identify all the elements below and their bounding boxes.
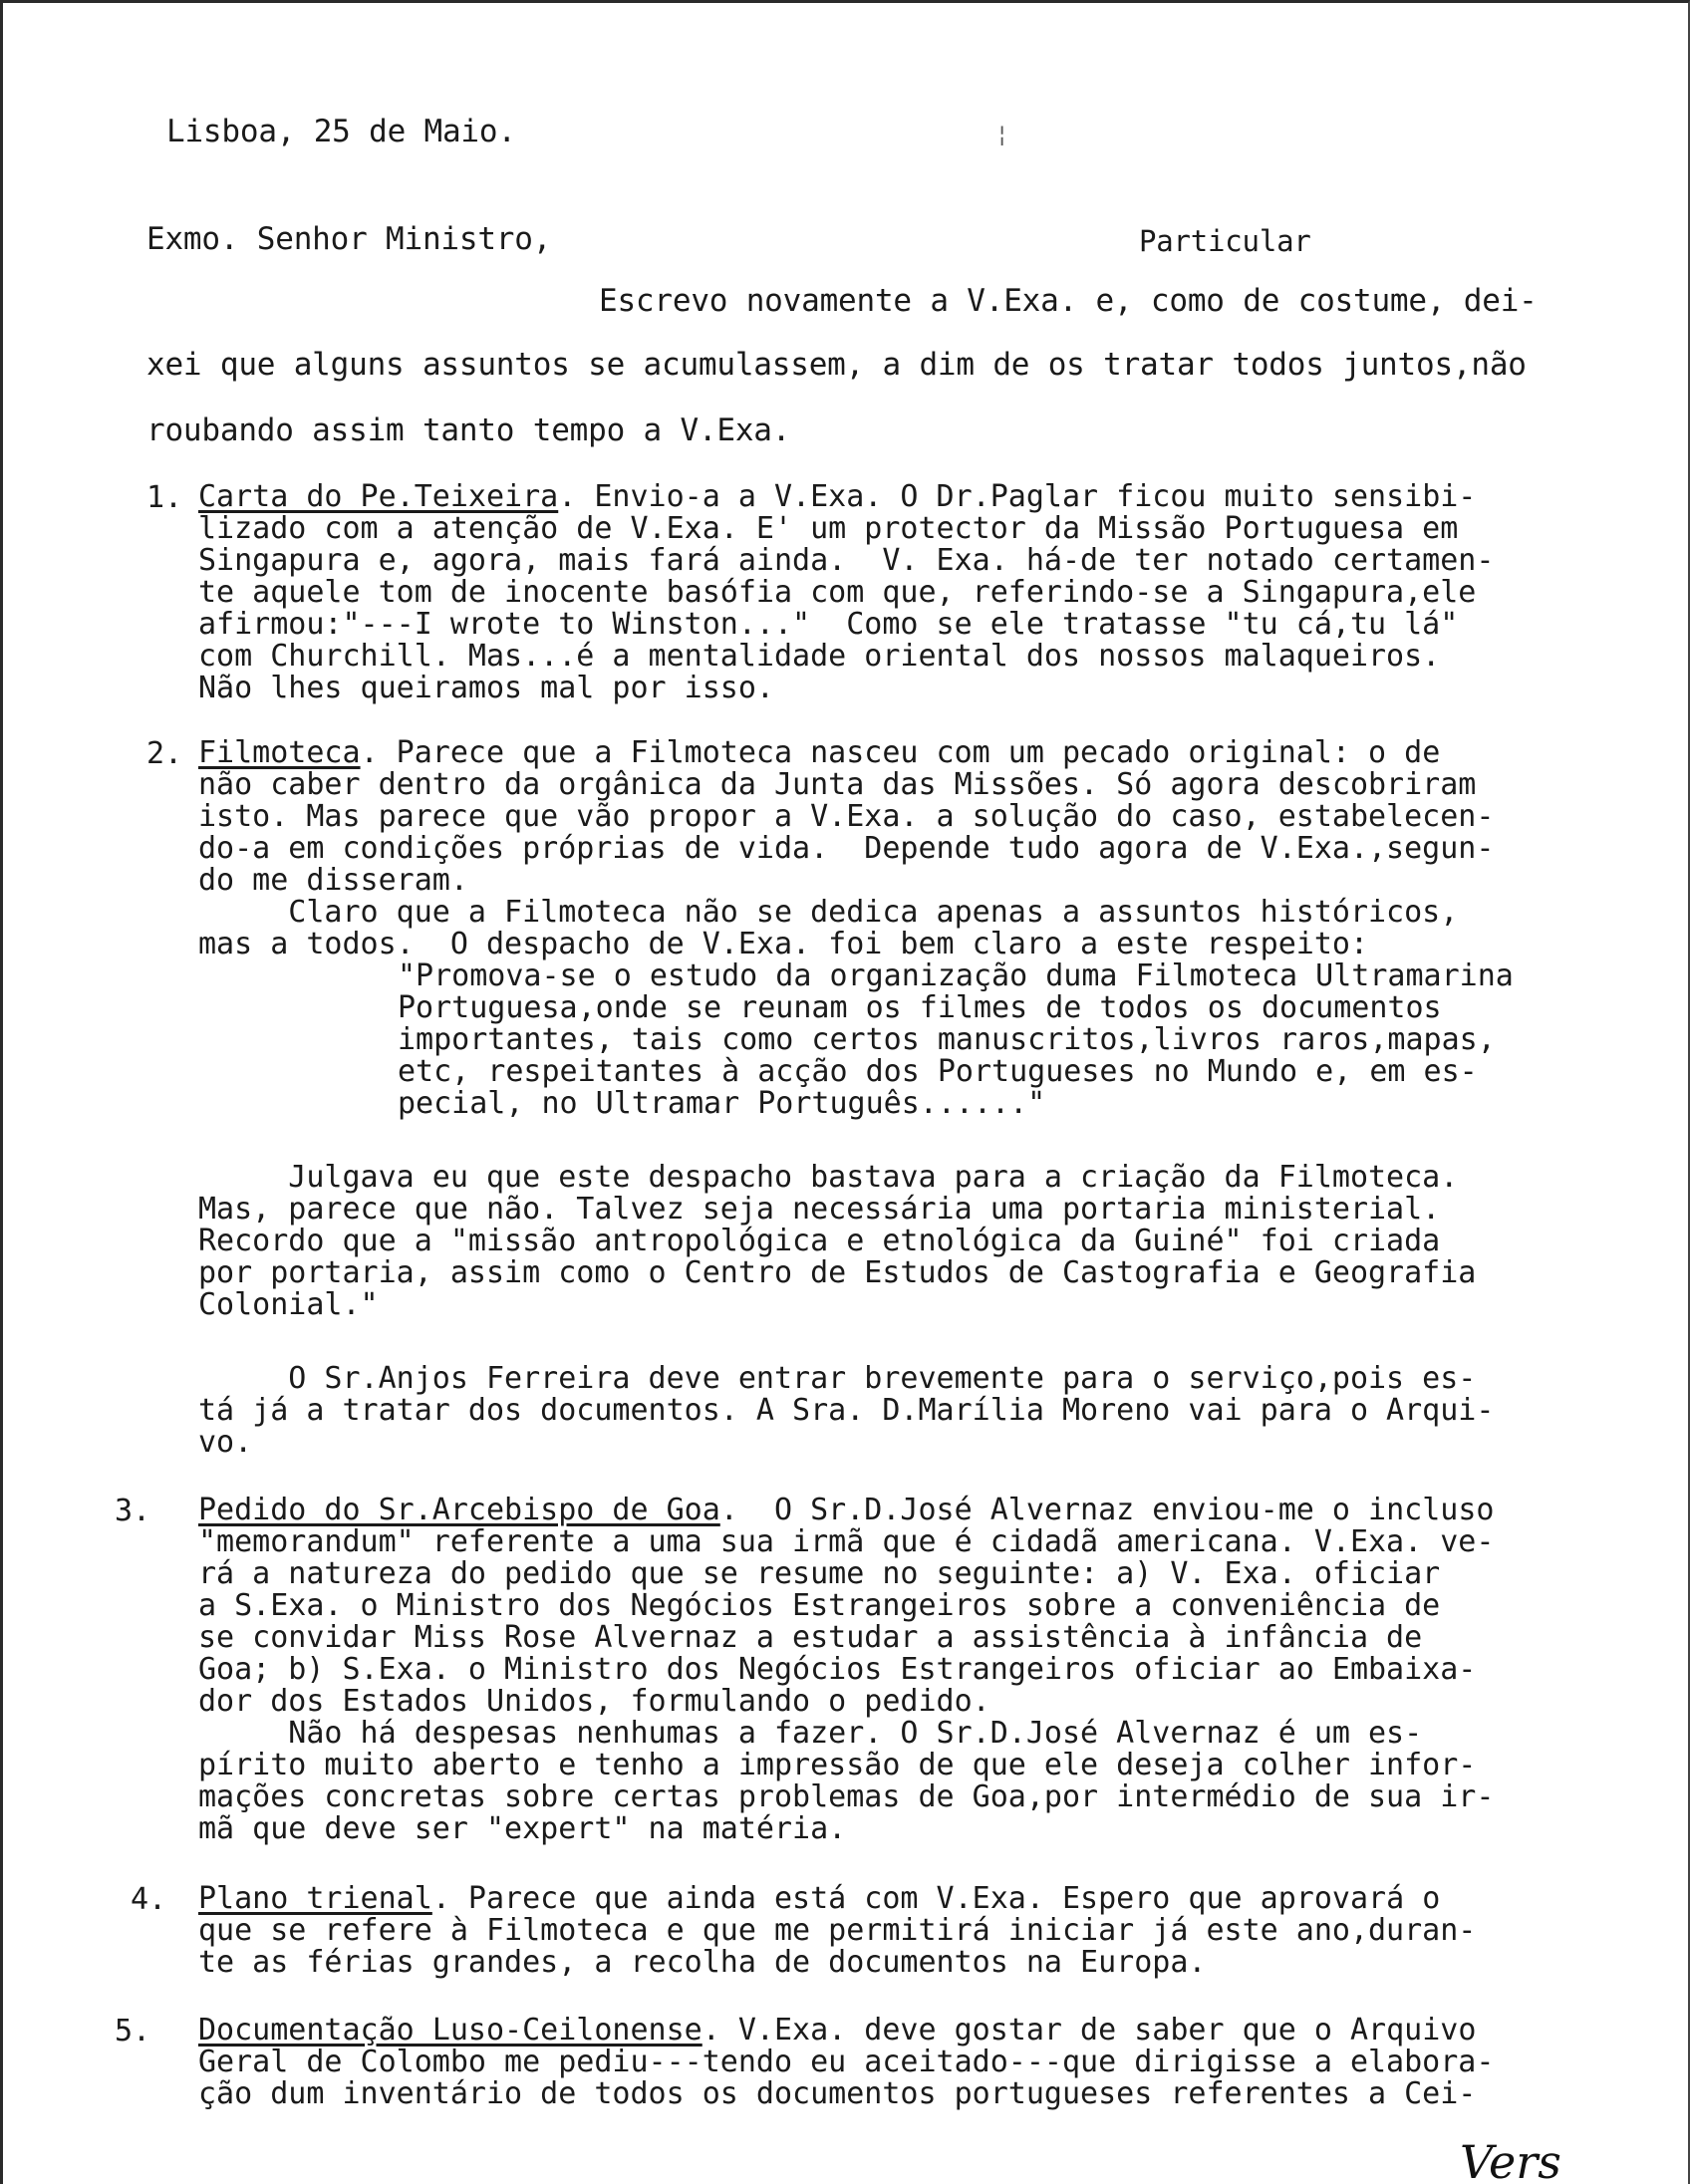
item-1-line: com Churchill. Mas...é a mentalidade oriental dos nossos malaqueiros.: [198, 639, 1441, 674]
item-2-heading: Filmoteca: [198, 735, 361, 770]
item-5-first-line: Documentação Luso-Ceilonense. V.Exa. deve gostar de saber que o Arquivo: [198, 2013, 1477, 2048]
letter-marking: Particular: [1139, 224, 1311, 258]
item-3-para2-line: mações concretas sobre certas problemas de Goa,por intermédio de sua ir-: [198, 1779, 1495, 1814]
item-5-line: Geral de Colombo me pediu---tendo eu aceitado---que dirigisse a elabora-: [198, 2045, 1495, 2079]
handwritten-signature: Vers: [1460, 2135, 1561, 2184]
item-4-first-line: Plano trienal. Parece que ainda está com V.Exa. Espero que aprovará o: [198, 1881, 1441, 1916]
item-3-heading: Pedido do Sr.Arcebispo de Goa: [198, 1493, 720, 1527]
item-1-heading: Carta do Pe.Teixeira: [198, 479, 559, 514]
item-4-heading: Plano trienal: [198, 1881, 432, 1916]
item-3-line: Goa; b) S.Exa. o Ministro dos Negócios Estrangeiros oficiar ao Embaixa-: [198, 1652, 1477, 1687]
item-2-para2-line: mas a todos. O despacho de V.Exa. foi bem claro a este respeito:: [198, 927, 1368, 961]
item-2-first-line: Filmoteca. Parece que a Filmoteca nasceu com um pecado original: o de: [198, 735, 1441, 770]
item-1-line: lizado com a atenção de V.Exa. E' um protector da Missão Portuguesa em: [198, 511, 1459, 546]
item-2-quote-line: "Promova-se o estudo da organização duma Filmoteca Ultramarina: [398, 958, 1514, 993]
item-3-line: se convidar Miss Rose Alvernaz a estudar a assistência à infância de: [198, 1620, 1423, 1655]
item-4-line: te as férias grandes, a recolha de documentos na Europa.: [198, 1945, 1207, 1980]
item-2-para4-line: tá já a tratar dos documentos. A Sra. D.Marília Moreno vai para o Arqui-: [198, 1393, 1495, 1428]
item-1-line: te aquele tom de inocente basófia com que, referindo-se a Singapura,ele: [198, 575, 1477, 610]
item-3-para2-line: Não há despesas nenhumas a fazer. O Sr.D.José Alvernaz é um es-: [198, 1716, 1423, 1751]
item-5-number: 5.: [115, 2014, 151, 2048]
item-2-line: do-a em condições próprias de vida. Depende tudo agora de V.Exa.,segun-: [198, 831, 1495, 866]
item-3-para2-line: pírito muito aberto e tenho a impressão de que ele deseja colher infor-: [198, 1748, 1477, 1782]
item-3-line: dor dos Estados Unidos, formulando o pedido.: [198, 1684, 990, 1719]
item-3-number: 3.: [115, 1494, 151, 1528]
item-3-para2-line: mã que deve ser "expert" na matéria.: [198, 1811, 847, 1846]
item-3-first-line: Pedido do Sr.Arcebispo de Goa. O Sr.D.José Alvernaz enviou-me o incluso: [198, 1493, 1495, 1527]
item-2-para2-line: Claro que a Filmoteca não se dedica apenas a assuntos históricos,: [198, 895, 1459, 930]
item-2-line: não caber dentro da orgânica da Junta das Missões. Só agora descobriram: [198, 767, 1477, 802]
item-3-line: a S.Exa. o Ministro dos Negócios Estrangeiros sobre a conveniência de: [198, 1588, 1441, 1623]
intro-line-2: xei que alguns assuntos se acumulassem, a dim de os tratar todos juntos,não: [146, 347, 1527, 383]
item-2-line: isto. Mas parece que vão propor a V.Exa. a solução do caso, estabelecen-: [198, 799, 1495, 834]
item-2-para4-line: vo.: [198, 1425, 253, 1460]
item-3-line: "memorandum" referente a uma sua irmã que é cidadã americana. V.Exa. ve-: [198, 1524, 1495, 1559]
item-2-quote-line: pecial, no Ultramar Português......": [398, 1086, 1046, 1121]
item-2-para3-line: Julgava eu que este despacho bastava para a criação da Filmoteca.: [198, 1160, 1459, 1195]
item-5-line: ção dum inventário de todos os documentos portugueses referentes a Cei-: [198, 2076, 1477, 2111]
item-1-line: Não lhes queiramos mal por isso.: [198, 671, 774, 705]
stray-mark: ¦: [995, 123, 1009, 147]
item-1-number: 1.: [146, 480, 183, 515]
item-4-number: 4.: [131, 1882, 167, 1917]
item-2-number: 2.: [146, 736, 183, 771]
item-2-para4-line: O Sr.Anjos Ferreira deve entrar brevemente para o serviço,pois es-: [198, 1361, 1477, 1396]
item-4-line: que se refere à Filmoteca e que me permitirá iniciar já este ano,duran-: [198, 1913, 1477, 1948]
intro-line-3: roubando assim tanto tempo a V.Exa.: [146, 412, 791, 448]
letter-date: Lisboa, 25 de Maio.: [166, 114, 516, 149]
item-2-line: do me disseram.: [198, 863, 468, 898]
item-2-para3-line: Colonial.": [198, 1287, 379, 1322]
item-2-para3-line: Mas, parece que não. Talvez seja necessária uma portaria ministerial.: [198, 1192, 1441, 1227]
intro-line-1: Escrevo novamente a V.Exa. e, como de costume, dei-: [599, 283, 1538, 319]
item-1-line: afirmou:"---I wrote to Winston..." Como se ele tratasse "tu cá,tu lá": [198, 607, 1459, 642]
item-1-line: Singapura e, agora, mais fará ainda. V. Exa. há-de ter notado certamen-: [198, 543, 1495, 578]
item-5-heading: Documentação Luso-Ceilonense: [198, 2013, 703, 2048]
item-2-para3-line: por portaria, assim como o Centro de Estudos de Castografia e Geografia: [198, 1255, 1477, 1290]
item-2-quote-line: importantes, tais como certos manuscritos,livros raros,mapas,: [398, 1022, 1496, 1057]
letter-salutation: Exmo. Senhor Ministro,: [146, 221, 552, 257]
item-1-first-line: Carta do Pe.Teixeira. Envio-a a V.Exa. O Dr.Paglar ficou muito sensibi-: [198, 479, 1477, 514]
item-3-line: rá a natureza do pedido que se resume no seguinte: a) V. Exa. oficiar: [198, 1556, 1441, 1591]
item-2-para3-line: Recordo que a "missão antropológica e etnológica da Guiné" foi criada: [198, 1224, 1441, 1258]
item-2-quote-line: Portuguesa,onde se reunam os filmes de todos os documentos: [398, 990, 1442, 1025]
item-2-quote-line: etc, respeitantes à acção dos Portugueses no Mundo e, em es-: [398, 1054, 1478, 1089]
